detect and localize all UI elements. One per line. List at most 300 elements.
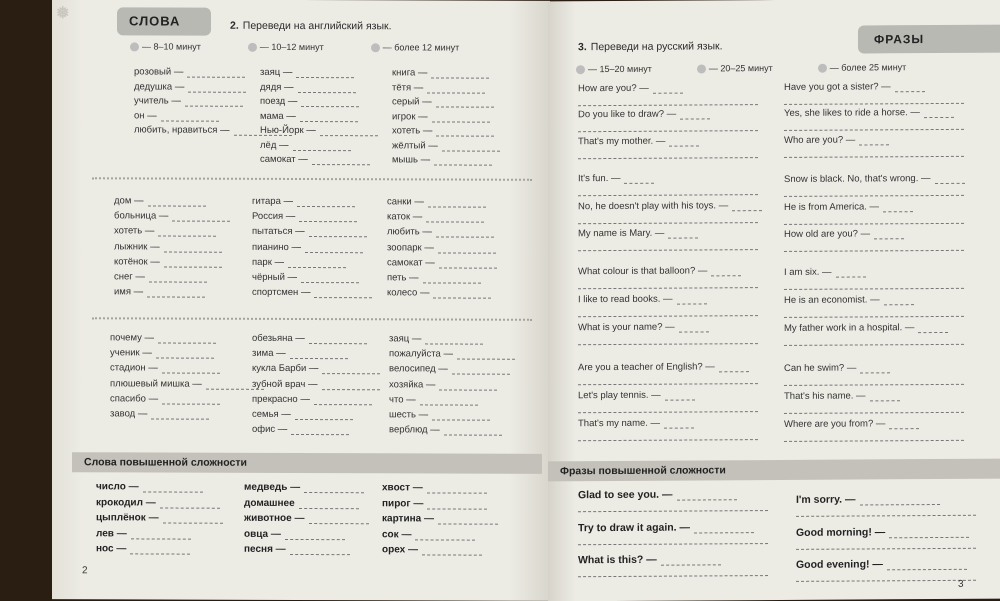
item-text: He is from America. —	[784, 201, 880, 213]
word-item	[110, 393, 220, 404]
hard-word-item	[96, 528, 191, 539]
answer-blank[interactable]	[293, 141, 351, 150]
answer-blank[interactable]	[918, 324, 948, 333]
answer-blank[interactable]	[432, 113, 490, 122]
answer-line[interactable]	[784, 195, 964, 197]
word-item	[252, 196, 355, 207]
answer-blank[interactable]	[314, 289, 372, 298]
answer-line[interactable]	[578, 315, 758, 317]
answer-blank[interactable]	[288, 259, 346, 268]
item-text: имя —	[114, 286, 144, 298]
item-text: дедушка —	[134, 80, 185, 93]
answer-blank[interactable]	[301, 274, 359, 283]
answer-blank[interactable]	[164, 243, 222, 252]
item-text: розовый —	[134, 66, 184, 78]
answer-blank[interactable]	[185, 98, 243, 107]
word-item	[114, 226, 216, 237]
answer-line[interactable]	[784, 103, 964, 105]
word-item	[389, 394, 478, 405]
answer-blank[interactable]	[438, 515, 498, 524]
word-item	[252, 394, 372, 405]
item-text: It's fun. —	[578, 172, 621, 185]
answer-blank[interactable]	[661, 556, 721, 565]
answer-line[interactable]	[784, 156, 964, 158]
hard-word-item	[244, 482, 364, 493]
answer-blank[interactable]	[161, 112, 219, 121]
answer-line[interactable]	[784, 288, 964, 290]
smile-icon	[130, 43, 139, 52]
timer-1: — 15–20 минут	[588, 63, 652, 75]
answer-blank[interactable]	[322, 365, 380, 374]
phrase-item	[784, 228, 904, 240]
left-page	[52, 0, 550, 601]
answer-line[interactable]	[578, 157, 758, 159]
item-text: Do you like to draw? —	[578, 108, 677, 121]
answer-blank[interactable]	[322, 381, 380, 390]
answer-line[interactable]	[784, 344, 964, 346]
answer-line[interactable]	[784, 250, 964, 252]
item-text: зубной врач —	[252, 378, 318, 390]
hard-word-item	[244, 528, 345, 539]
answer-blank[interactable]	[425, 335, 483, 344]
hard-phrases-bar	[548, 459, 1000, 482]
answer-blank[interactable]	[935, 175, 965, 184]
answer-line[interactable]	[578, 130, 758, 132]
answer-blank[interactable]	[434, 156, 492, 165]
answer-line[interactable]	[578, 287, 758, 289]
item-text: парк —	[252, 256, 285, 268]
answer-blank[interactable]	[312, 156, 370, 165]
answer-blank[interactable]	[158, 335, 216, 344]
item-text: Are you a teacher of English? —	[578, 361, 715, 374]
right-page	[548, 0, 1000, 601]
answer-blank[interactable]	[711, 267, 741, 276]
item-text: What is your name? —	[578, 321, 675, 334]
phrase-item	[578, 200, 762, 212]
item-text: дядя —	[260, 81, 294, 93]
word-item	[260, 96, 359, 107]
answer-blank[interactable]	[290, 546, 350, 555]
answer-blank[interactable]	[188, 83, 246, 92]
word-item	[252, 409, 353, 420]
answer-blank[interactable]	[860, 496, 940, 505]
word-item	[389, 424, 502, 435]
item-text: шесть —	[389, 409, 429, 421]
item-text: лев —	[96, 527, 127, 539]
answer-blank[interactable]	[305, 244, 363, 253]
answer-blank[interactable]	[320, 127, 378, 136]
answer-blank[interactable]	[130, 545, 190, 554]
answer-line[interactable]	[784, 129, 964, 131]
answer-blank[interactable]	[694, 524, 754, 533]
hard-word-item	[96, 481, 203, 492]
word-item	[114, 271, 207, 282]
phrase-item	[578, 321, 709, 333]
answer-blank[interactable]	[859, 136, 889, 145]
item-text: How are you? —	[578, 82, 649, 95]
item-text: котёнок —	[114, 256, 160, 268]
phrase-item	[578, 361, 749, 373]
word-item	[114, 256, 222, 267]
answer-line[interactable]	[784, 223, 964, 225]
item-text: гитара —	[252, 195, 294, 207]
word-item	[387, 242, 496, 253]
answer-blank[interactable]	[895, 83, 925, 92]
word-item	[252, 241, 363, 252]
answer-blank[interactable]	[160, 499, 220, 508]
answer-blank[interactable]	[444, 427, 502, 436]
item-text: любить —	[387, 226, 432, 238]
word-item	[114, 241, 222, 252]
item-text: Let's play tennis. —	[578, 389, 661, 402]
item-text: зима —	[252, 348, 286, 360]
item-text: каток —	[387, 211, 423, 223]
task-3-heading	[578, 40, 723, 53]
answer-blank[interactable]	[156, 350, 214, 359]
word-item	[387, 287, 491, 298]
task-text: Переведи на русский язык.	[590, 40, 723, 54]
answer-blank[interactable]	[457, 351, 515, 360]
word-item	[110, 378, 264, 390]
hard-word-item	[244, 544, 350, 555]
answer-line[interactable]	[578, 439, 758, 441]
answer-blank[interactable]	[665, 391, 695, 400]
answer-blank[interactable]	[664, 419, 694, 428]
answer-blank[interactable]	[680, 110, 710, 119]
answer-line[interactable]	[784, 316, 964, 318]
hard-word-item	[382, 498, 487, 509]
answer-blank[interactable]	[143, 483, 203, 492]
item-text: дом —	[114, 195, 144, 207]
item-text: зоопарк —	[387, 241, 434, 254]
item-text: снег —	[114, 271, 145, 283]
word-item	[252, 272, 359, 283]
answer-line[interactable]	[784, 384, 964, 386]
answer-blank[interactable]	[883, 203, 913, 212]
item-text: чёрный —	[252, 271, 298, 283]
phrase-item	[784, 201, 913, 213]
item-text: нос —	[96, 543, 127, 555]
item-text: семья —	[252, 408, 291, 420]
answer-blank[interactable]	[427, 484, 487, 493]
word-item	[387, 272, 481, 283]
answer-blank[interactable]	[162, 365, 220, 374]
answer-blank[interactable]	[732, 202, 762, 211]
answer-blank[interactable]	[299, 213, 357, 222]
item-text: пианино —	[252, 241, 301, 253]
word-item	[252, 211, 357, 222]
hard-word-item	[244, 513, 369, 524]
word-item	[387, 227, 494, 238]
item-text: велосипед —	[389, 363, 448, 375]
answer-blank[interactable]	[147, 289, 205, 298]
answer-line[interactable]	[578, 510, 768, 512]
sad-face-icon	[818, 64, 827, 73]
answer-blank[interactable]	[719, 363, 749, 372]
phrase-item	[578, 135, 699, 147]
phrase-item	[784, 418, 919, 430]
phrase-item	[578, 293, 707, 305]
item-text: домашнее	[244, 497, 295, 509]
answer-blank[interactable]	[427, 84, 485, 93]
answer-line[interactable]	[784, 440, 964, 442]
answer-blank[interactable]	[428, 198, 486, 207]
answer-blank[interactable]	[314, 396, 372, 405]
word-item	[252, 363, 380, 374]
item-text: спасибо —	[110, 393, 159, 405]
item-text: What colour is that balloon? —	[578, 265, 708, 278]
item-text: плюшевый мишка —	[110, 377, 202, 390]
phrase-item	[784, 390, 900, 402]
answer-line[interactable]	[578, 104, 758, 106]
answer-blank[interactable]	[433, 290, 491, 299]
item-text: что —	[389, 394, 416, 406]
word-item	[260, 154, 370, 165]
item-text: That's my mother. —	[578, 135, 666, 148]
answer-blank[interactable]	[439, 381, 497, 390]
phrase-item	[784, 266, 866, 277]
answer-blank[interactable]	[297, 198, 355, 207]
answer-blank[interactable]	[431, 69, 489, 78]
hard-phrase-item	[578, 553, 721, 566]
answer-blank[interactable]	[295, 411, 353, 420]
hard-phrase-item	[796, 526, 969, 539]
phrase-item	[578, 227, 698, 239]
word-item	[392, 154, 492, 165]
answer-blank[interactable]	[309, 228, 367, 237]
word-item	[389, 379, 497, 390]
hard-phrase-item	[578, 488, 737, 501]
answer-blank[interactable]	[442, 142, 500, 151]
word-item	[252, 333, 367, 344]
timer-row	[576, 62, 906, 74]
answer-blank[interactable]	[836, 268, 866, 277]
answer-line[interactable]	[578, 383, 758, 385]
answer-line[interactable]	[578, 194, 758, 196]
hard-word-item	[382, 529, 475, 540]
answer-blank[interactable]	[172, 213, 230, 222]
answer-blank[interactable]	[668, 229, 698, 238]
item-text: хотеть —	[114, 225, 155, 237]
item-text: картина —	[382, 513, 434, 525]
hard-word-item	[96, 497, 220, 508]
hard-phrase-item	[796, 493, 940, 506]
answer-blank[interactable]	[677, 295, 707, 304]
answer-blank[interactable]	[452, 366, 510, 375]
item-text: That's my name. —	[578, 417, 661, 430]
dotted-divider	[92, 317, 532, 321]
answer-blank[interactable]	[148, 197, 206, 206]
item-text: обезьяна —	[252, 332, 305, 345]
answer-blank[interactable]	[436, 127, 494, 136]
answer-blank[interactable]	[151, 410, 209, 419]
hard-word-item	[382, 513, 498, 524]
answer-blank[interactable]	[436, 98, 494, 107]
hard-word-item	[382, 482, 487, 493]
word-item	[387, 196, 486, 207]
item-text: Try to draw it again. —	[578, 521, 691, 535]
timer-2: — 10–12 минут	[259, 41, 324, 53]
answer-blank[interactable]	[309, 335, 367, 344]
item-text: My father work in a hospital. —	[784, 322, 915, 334]
answer-line[interactable]	[578, 222, 758, 224]
phrases-tab-title: ФРАЗЫ	[874, 32, 925, 47]
item-text: My name is Mary. —	[578, 227, 665, 240]
answer-blank[interactable]	[422, 546, 482, 555]
answer-blank[interactable]	[653, 85, 683, 94]
item-text: почему —	[110, 332, 154, 344]
item-text: I am six. —	[784, 266, 832, 278]
item-text: учитель —	[134, 95, 181, 107]
answer-blank[interactable]	[158, 228, 216, 237]
item-text: офис —	[252, 424, 288, 436]
item-text: Good morning! —	[796, 526, 886, 539]
item-text: завод —	[110, 408, 148, 420]
phrase-item	[784, 81, 925, 93]
answer-blank[interactable]	[887, 561, 967, 570]
answer-blank[interactable]	[299, 499, 359, 508]
word-item	[392, 125, 494, 136]
answer-blank[interactable]	[149, 273, 207, 282]
word-item	[260, 67, 354, 78]
answer-line[interactable]	[578, 411, 758, 413]
item-text: жёлтый —	[392, 139, 438, 151]
word-item	[134, 81, 246, 92]
task-number: 3.	[578, 41, 587, 54]
item-text: I'm sorry. —	[796, 493, 856, 506]
answer-line[interactable]	[796, 580, 976, 582]
item-text: мышь —	[392, 154, 431, 166]
answer-blank[interactable]	[304, 484, 364, 493]
item-text: животное —	[244, 512, 305, 525]
phrases-tab	[858, 25, 1000, 54]
item-text: How old are you? —	[784, 228, 871, 240]
answer-blank[interactable]	[298, 83, 356, 92]
hard-phrase-item	[796, 558, 967, 571]
answer-blank[interactable]	[436, 229, 494, 238]
word-item	[260, 110, 358, 121]
workbook-spread	[40, 0, 995, 600]
word-item	[392, 67, 489, 78]
item-text: цыплёнок —	[96, 512, 159, 524]
answer-blank[interactable]	[296, 69, 354, 78]
answer-blank[interactable]	[884, 296, 914, 305]
item-text: крокодил —	[96, 496, 156, 508]
answer-blank[interactable]	[420, 396, 478, 405]
item-text: Yes, she likes to ride a horse. —	[784, 107, 920, 119]
answer-blank[interactable]	[301, 98, 359, 107]
answer-blank[interactable]	[432, 411, 490, 420]
hard-word-item	[382, 544, 482, 555]
answer-line[interactable]	[578, 543, 768, 545]
item-text: That's his name. —	[784, 390, 866, 402]
item-text: песня —	[244, 543, 286, 555]
phrase-item	[578, 83, 683, 95]
answer-line[interactable]	[796, 548, 976, 550]
word-item	[134, 110, 219, 121]
item-text: серый —	[392, 96, 432, 108]
sad-face-icon	[371, 43, 380, 52]
word-item	[389, 364, 510, 375]
answer-blank[interactable]	[423, 274, 481, 283]
item-text: Нью-Йорк —	[260, 124, 316, 137]
answer-blank[interactable]	[285, 530, 345, 539]
answer-line[interactable]	[796, 515, 976, 517]
answer-blank[interactable]	[164, 258, 222, 267]
answer-blank[interactable]	[300, 112, 358, 121]
answer-blank[interactable]	[889, 420, 919, 429]
answer-line[interactable]	[578, 249, 758, 251]
item-text: ученик —	[110, 347, 152, 359]
phrase-item	[784, 173, 965, 185]
answer-blank[interactable]	[860, 364, 890, 373]
item-text: медведь —	[244, 481, 301, 493]
answer-blank[interactable]	[679, 323, 709, 332]
answer-blank[interactable]	[889, 529, 969, 538]
task-text: Переведи на английский язык.	[242, 19, 392, 33]
item-text: любить, нравиться —	[134, 124, 230, 136]
item-text: верблюд —	[389, 424, 440, 436]
word-item	[389, 333, 483, 344]
word-item	[252, 378, 380, 389]
corner-logo-icon: ❅	[56, 5, 70, 23]
item-text: хотеть —	[392, 125, 433, 137]
answer-blank[interactable]	[426, 214, 484, 223]
answer-blank[interactable]	[874, 230, 904, 239]
words-tab	[117, 7, 211, 35]
answer-blank[interactable]	[669, 137, 699, 146]
answer-blank[interactable]	[309, 515, 369, 524]
answer-line[interactable]	[784, 412, 964, 414]
answer-blank[interactable]	[438, 244, 496, 253]
answer-blank[interactable]	[677, 491, 737, 500]
smile-icon	[576, 65, 585, 74]
answer-blank[interactable]	[624, 175, 654, 184]
answer-blank[interactable]	[162, 395, 220, 404]
phrase-item	[578, 108, 710, 120]
timer-1: — 8–10 минут	[142, 41, 201, 52]
answer-line[interactable]	[578, 575, 768, 577]
answer-line[interactable]	[578, 343, 758, 345]
answer-blank[interactable]	[187, 69, 245, 78]
item-text: книга —	[392, 67, 428, 79]
item-text: пирог —	[382, 497, 424, 509]
word-item	[110, 408, 209, 419]
item-text: хвост —	[382, 482, 423, 494]
phrase-item	[784, 134, 889, 146]
answer-blank[interactable]	[427, 500, 487, 509]
item-text: петь —	[387, 272, 419, 284]
answer-blank[interactable]	[924, 109, 954, 118]
answer-blank[interactable]	[439, 259, 497, 268]
answer-blank[interactable]	[163, 515, 223, 524]
phrase-item	[578, 265, 741, 277]
answer-blank[interactable]	[415, 531, 475, 540]
item-text: кукла Барби —	[252, 363, 319, 375]
phrase-item	[784, 362, 890, 374]
answer-blank[interactable]	[290, 350, 348, 359]
neutral-face-icon	[248, 43, 257, 52]
hard-word-item	[96, 512, 223, 523]
answer-blank[interactable]	[131, 530, 191, 539]
phrase-item	[578, 173, 654, 184]
word-item	[260, 81, 356, 92]
item-text: стадион —	[110, 362, 158, 374]
answer-blank[interactable]	[291, 426, 349, 435]
word-item	[110, 332, 216, 343]
word-item	[260, 125, 378, 136]
answer-blank[interactable]	[870, 392, 900, 401]
